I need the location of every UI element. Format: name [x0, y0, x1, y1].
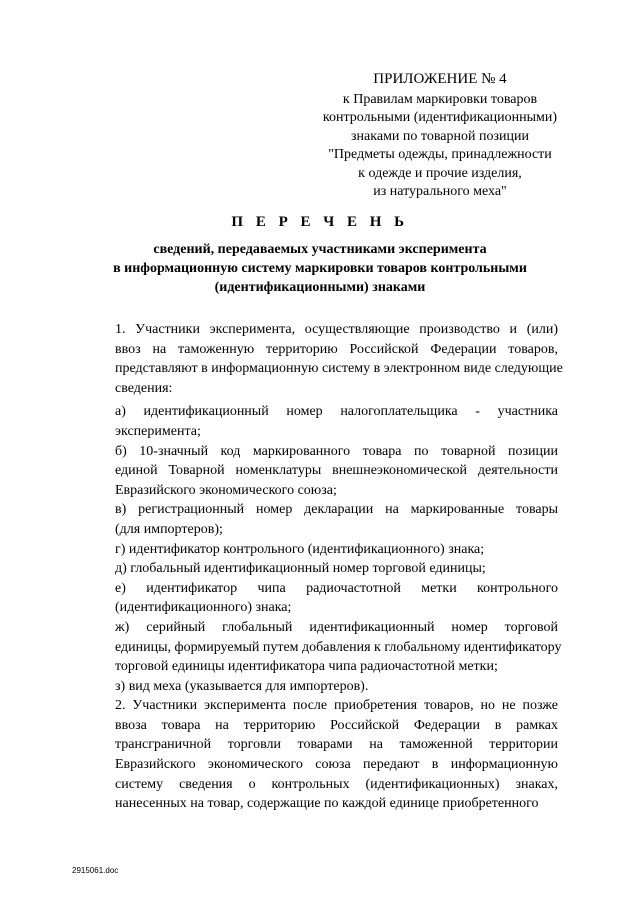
paragraph-line: г) идентификатор контрольного (идентификационного) знака;: [115, 541, 485, 557]
paragraph-line: е) идентификатор чипа радиочастотной метки контрольного: [115, 580, 558, 596]
paragraph-line: ввоза товара на территорию Российской Федерации в рамках: [115, 717, 558, 733]
appendix-line: к Правилам маркировки товаров: [342, 91, 538, 107]
paragraph-line: систему сведения о контрольных (идентификационных) знаках,: [115, 776, 558, 792]
appendix-header: [290, 70, 590, 202]
paragraph: [73, 696, 558, 814]
subheading-line: (идентификационными) знаками: [214, 280, 426, 295]
paragraph-line: 1. Участники эксперимента, осуществляющие производство и (или): [115, 322, 558, 337]
paragraph-line: трансграничной торговли товарами на таможенной территории: [115, 737, 558, 753]
subheading-line: сведений, передаваемых участниками эксперимента: [153, 242, 487, 257]
paragraph: [73, 500, 558, 539]
paragraph-line: торговой единицы идентификатора чипа радиочастотной метки;: [115, 659, 498, 675]
paragraph-line: ввоз на таможенную территорию Российской Федерации товаров,: [115, 341, 558, 357]
appendix-line: из натурального меха": [373, 184, 507, 199]
paragraph-line: представляют в информационную систему в электронном виде следующие: [115, 361, 563, 377]
paragraph: [73, 320, 563, 398]
paragraph: [73, 618, 562, 677]
paragraph-line: в) регистрационный номер декларации на маркированные товары: [115, 502, 558, 518]
paragraph-line: нанесенных на товар, содержащие по каждой единице приобретенного: [115, 796, 539, 812]
appendix-line: знаками по товарной позиции: [351, 128, 529, 144]
document-subheading: [80, 240, 560, 297]
paragraph-line: а) идентификационный номер налогоплательщика - участника: [115, 404, 558, 420]
paragraph-line: (для импортеров);: [115, 521, 223, 537]
appendix-line: к одежде и прочие изделия,: [358, 165, 522, 181]
paragraph-line: ж) серийный глобальный идентификационный номер торговой: [115, 619, 558, 635]
file-name-footer: 2915061.doc: [72, 866, 119, 875]
appendix-line: "Предметы одежды, принадлежности: [328, 147, 552, 162]
paragraph-line: (идентификационного) знака;: [115, 600, 292, 616]
paragraph: [73, 402, 558, 441]
paragraph: [73, 442, 558, 501]
paragraph: [73, 677, 558, 697]
paragraph-line: б) 10-значный код маркированного товара по товарной позиции: [115, 443, 558, 459]
document-heading: П Е Р Е Ч Е Н Ь: [231, 214, 409, 230]
paragraph-line: сведения:: [115, 380, 173, 396]
subheading-line: в информационную систему маркировки товаров контрольными: [113, 261, 527, 276]
paragraph-line: Евразийского экономического союза;: [115, 482, 337, 498]
paragraph-line: з) вид меха (указывается для импортеров).: [115, 678, 369, 694]
paragraph-line: единицы, формируемый путем добавления к глобальному идентификатору: [115, 639, 562, 655]
paragraph: [73, 540, 558, 560]
appendix-title: ПРИЛОЖЕНИЕ № 4: [373, 71, 507, 87]
paragraph-line: 2. Участники эксперимента после приобретения товаров, но не позже: [115, 698, 558, 714]
paragraph-line: единой Товарной номенклатуры внешнеэкономической деятельности: [115, 463, 558, 479]
paragraph-line: Евразийского экономического союза передают в информационную: [115, 757, 558, 773]
document-body: [73, 320, 563, 814]
paragraph: [73, 579, 558, 618]
appendix-line: контрольными (идентификационными): [322, 110, 558, 125]
paragraph-line: д) глобальный идентификационный номер торговой единицы;: [115, 561, 486, 577]
paragraph-line: эксперимента;: [115, 423, 201, 439]
paragraph: [73, 559, 558, 579]
